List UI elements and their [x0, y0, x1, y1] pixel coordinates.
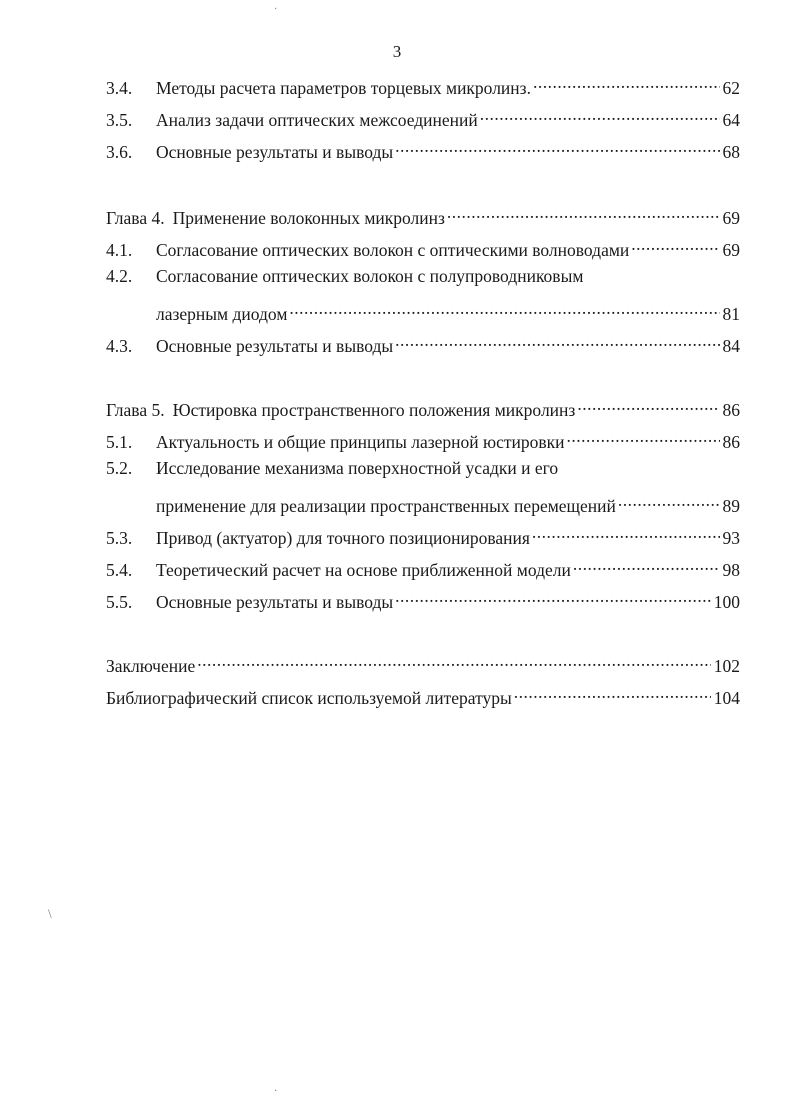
- entry-title: Актуальность и общие принципы лазерной юстировки: [156, 432, 565, 452]
- entry-page: 89: [722, 496, 740, 516]
- dot-leader: [395, 134, 719, 158]
- toc-entry-3-6: [106, 134, 740, 162]
- entry-title-continued: лазерным диодом: [156, 304, 288, 324]
- toc-entry-4-3: [106, 328, 740, 356]
- entry-title: Исследование механизма поверхностной усадки и его: [156, 458, 559, 478]
- entry-title: Согласование оптических волокон с оптическими волноводами: [156, 240, 630, 260]
- entry-page: 81: [722, 304, 740, 324]
- toc-bibliography: [106, 680, 740, 708]
- entry-title: Согласование оптических волокон с полупроводниковым: [156, 266, 584, 286]
- entry-page: 69: [722, 208, 740, 228]
- chapter-label: Глава 5.: [106, 400, 165, 420]
- dot-leader: [631, 232, 719, 256]
- entry-number: 3.5.: [106, 110, 133, 130]
- entry-number: 3.6.: [106, 142, 133, 162]
- toc-entry-5-2-line1: [106, 456, 740, 480]
- entry-title: Основные результаты и выводы: [156, 592, 394, 612]
- dot-leader: [447, 200, 720, 224]
- dot-leader: [533, 70, 720, 94]
- entry-number: 4.3.: [106, 336, 133, 356]
- entry-title: Библиографический список используемой литературы: [106, 688, 512, 708]
- toc-entry-4-2-line1: [106, 264, 740, 288]
- entry-page: 104: [713, 688, 740, 708]
- toc-entry-3-4: [106, 70, 740, 98]
- entry-number: 3.4.: [106, 78, 133, 98]
- dot-leader: [573, 552, 720, 576]
- dot-leader: [577, 392, 719, 416]
- entry-page: 84: [722, 336, 740, 356]
- dot-leader: [514, 680, 711, 704]
- dot-leader: [395, 584, 711, 608]
- entry-number: 4.2.: [106, 266, 133, 286]
- entry-title: Основные результаты и выводы: [156, 336, 394, 356]
- entry-title: Теоретический расчет на основе приближенной модели: [156, 560, 571, 580]
- toc-entry-5-4: [106, 552, 740, 580]
- entry-title: Заключение: [106, 656, 196, 676]
- entry-number: 4.1.: [106, 240, 133, 260]
- scan-speck: ·: [274, 4, 278, 15]
- toc-chapter-4: [106, 200, 740, 228]
- entry-number: 5.5.: [106, 592, 133, 612]
- chapter-title: Применение волоконных микролинз: [172, 208, 445, 228]
- entry-number: 5.4.: [106, 560, 133, 580]
- entry-page: 69: [722, 240, 740, 260]
- dot-leader: [618, 488, 720, 512]
- chapter-title: Юстировка пространственного положения микролинз: [172, 400, 576, 420]
- toc-entry-5-5: [106, 584, 740, 612]
- dot-leader: [197, 648, 711, 672]
- toc-chapter-5: [106, 392, 740, 420]
- entry-page: 86: [722, 400, 740, 420]
- toc-entry-4-1: [106, 232, 740, 260]
- toc-entry-3-5: [106, 102, 740, 130]
- dot-leader: [289, 296, 719, 320]
- entry-title: Анализ задачи оптических межсоединений: [156, 110, 478, 130]
- entry-page: 68: [722, 142, 740, 162]
- toc-entry-5-3: [106, 520, 740, 548]
- toc-entry-5-2-line2: [156, 488, 740, 516]
- entry-page: 93: [722, 528, 740, 548]
- entry-page: 62: [722, 78, 740, 98]
- entry-title: Основные результаты и выводы: [156, 142, 394, 162]
- dot-leader: [395, 328, 719, 352]
- scan-speck: ·: [274, 1086, 278, 1097]
- dot-leader: [567, 424, 720, 448]
- dot-leader: [532, 520, 720, 544]
- entry-page: 64: [722, 110, 740, 130]
- entry-page: 100: [713, 592, 740, 612]
- scan-speck: \: [48, 906, 52, 921]
- entry-number: 5.3.: [106, 528, 133, 548]
- toc-conclusion: [106, 648, 740, 676]
- entry-title: Методы расчета параметров торцевых микролинз.: [156, 78, 531, 98]
- entry-page: 102: [713, 656, 740, 676]
- entry-title: Привод (актуатор) для точного позиционирования: [156, 528, 530, 548]
- page-number: 3: [392, 42, 402, 61]
- entry-number: 5.1.: [106, 432, 133, 452]
- toc-entry-4-2-line2: [156, 296, 740, 324]
- toc-entry-5-1: [106, 424, 740, 452]
- entry-page: 98: [722, 560, 740, 580]
- entry-title-continued: применение для реализации пространственных перемещений: [156, 496, 616, 516]
- entry-page: 86: [722, 432, 740, 452]
- chapter-label: Глава 4.: [106, 208, 165, 228]
- entry-number: 5.2.: [106, 458, 133, 478]
- dot-leader: [480, 102, 720, 126]
